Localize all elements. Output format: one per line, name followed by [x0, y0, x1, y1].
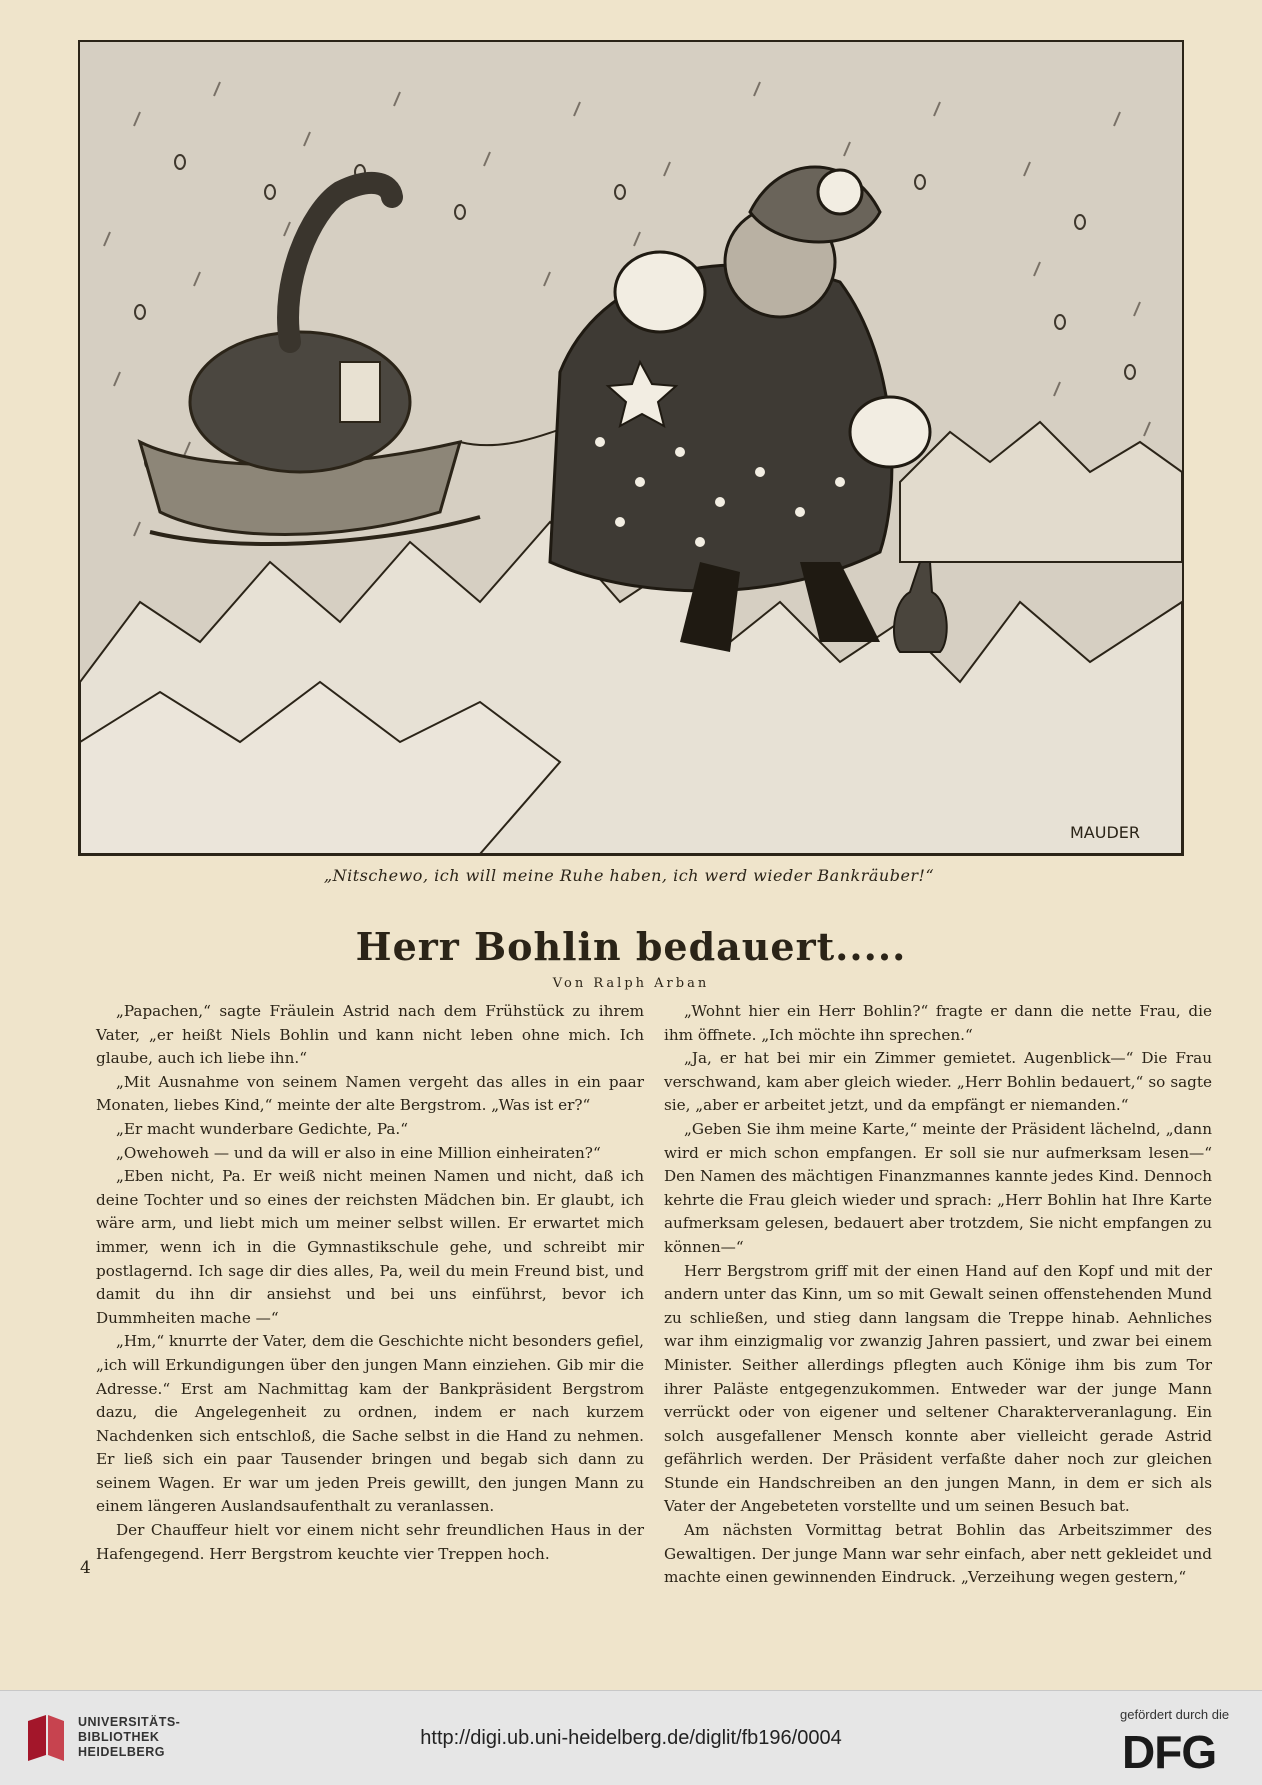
paragraph: „Eben nicht, Pa. Er weiß nicht meinen Namen und nicht, daß ich deine Tochter und so eines der reichsten Mädchen bin. Er glaubt, ich wäre arm, und liebt mich um meiner selbst willen. Er erwartet mich immer, wenn ich in die Gymnastikschule gehe, und schreibt mir postlagernd. Ich sage dir dies alles, Pa, weil du mein Freund bist, und damit du ihn dir ansiehst und bei uns einführst, bevor ich Dummheiten mache —“ — [96, 1167, 644, 1327]
page-number: 4 — [80, 1558, 91, 1578]
paragraph: „Er macht wunderbare Gedichte, Pa.“ — [116, 1119, 409, 1138]
paragraph: „Owehoweh — und da will er also in eine Million einheiraten?“ — [116, 1143, 601, 1162]
paragraph: „Ja, er hat bei mir ein Zimmer gemietet. Augenblick—“ Die Frau verschwand, kam aber gleich wieder. „Herr Bohlin bedauert,“ so sagte sie, „aber er arbeitet jetzt, und da empfängt er niemanden.“ — [664, 1049, 1212, 1115]
permalink-url[interactable]: http://digi.ub.uni-heidelberg.de/diglit/fb196/0004 — [420, 1727, 842, 1749]
paragraph: „Wohnt hier ein Herr Bohlin?“ fragte er dann die nette Frau, die ihm öffnete. „Ich möchte ihn sprechen.“ — [664, 1002, 1212, 1044]
paragraph: Der Chauffeur hielt vor einem nicht sehr freundlichen Haus in der Hafengegend. Herr Bergstrom keuchte vier Treppen hoch. — [96, 1521, 644, 1563]
text-column-right — [664, 1000, 1212, 1590]
article-title: Herr Bohlin bedauert..... — [355, 924, 907, 969]
digitization-footer — [0, 1690, 1262, 1785]
paragraph: „Mit Ausnahme von seinem Namen vergeht das alles in ein paar Monaten, liebes Kind,“ meinte der alte Bergstrom. „Was ist er?“ — [96, 1072, 644, 1115]
cartoon-drawing — [80, 42, 1182, 854]
paragraph: Am nächsten Vormittag betrat Bohlin das Arbeitszimmer des Gewaltigen. Der junge Mann war sehr einfach, aber nett gekleidet und machte einen gewinnenden Eindruck. „Verzeihung wegen gestern,“ — [664, 1521, 1212, 1587]
cartoon-illustration — [78, 40, 1184, 856]
paragraph: „Geben Sie ihm meine Karte,“ meinte der Präsident lächelnd, „dann wird er mich schon empfangen. Er soll sie nur aufmerksam lesen—“ Den Namen des mächtigen Finanzmannes kannte jedes Kind. Dennoch kehrte die Frau gleich wieder und sprach: „Herr Bohlin hat Ihre Karte aufmerksam gelesen, bedauert aber trotzdem, Sie nicht empfangen zu können—“ — [664, 1119, 1212, 1256]
article-byline: Von Ralph Arban — [552, 976, 710, 991]
funded-by-label: gefördert durch die — [1120, 1707, 1230, 1722]
paragraph: „Papachen,“ sagte Fräulein Astrid nach dem Frühstück zu ihrem Vater, „er heißt Niels Bohlin und kann nicht leben ohne mich. Ich glaube, auch ich liebe ihn.“ — [96, 1002, 644, 1068]
illustration-caption: „Nitschewo, ich will meine Ruhe haben, ich werd wieder Bankräuber!“ — [323, 866, 935, 885]
artist-signature: MAUDER — [1070, 823, 1141, 842]
paragraph: „Hm,“ knurrte der Vater, dem die Geschichte nicht besonders gefiel, „ich will Erkundigungen über den jungen Mann einziehen. Gib mir die Adresse.“ Erst am Nachmittag kam der Bankpräsident Bergstrom dazu, die Angelegenheit zu ordnen, indem er nach kurzem Nachdenken sich entschloß, die Sache selbst in die Hand zu nehmen. Er ließ sich ein paar Tausender bringen und begab sich dann zu seinem Wagen. Er war um jeden Preis gewillt, den jungen Mann zu einem längeren Auslandsaufenthalt zu veranlassen. — [96, 1332, 644, 1516]
dfg-logo[interactable]: DFG — [1122, 1726, 1217, 1778]
paragraph: Herr Bergstrom griff mit der einen Hand auf den Kopf und mit der andern unter das Kinn, um so mit Gewalt seinen offenstehenden Mund zu schließen, und stieg dann langsam die Treppe hinab. Aehnliches war ihm einzigmalig vor zwanzig Jahren passiert, und zwar bei einem Minister. Seither allerdings pflegten auch Könige ihm bis zum Tor ihrer Paläste entgegenzukommen. Entweder war der junge Mann verrückt oder von eigener und seltener Charakterveranlagung. Ein solch ausgefallener Mensch konnte aber vielleicht gerade Astrid gefährlich werden. Der Präsident verfaßte daher noch zur gleichen Stunde ein Handschreiben an den jungen Mann, in dem er sich als Vater der Angebeteten vorstellte und um seinen Besuch bat. — [664, 1261, 1212, 1516]
library-name[interactable]: UNIVERSITÄTS- BIBLIOTHEK HEIDELBERG — [78, 1715, 181, 1759]
text-column-left — [96, 1000, 644, 1566]
